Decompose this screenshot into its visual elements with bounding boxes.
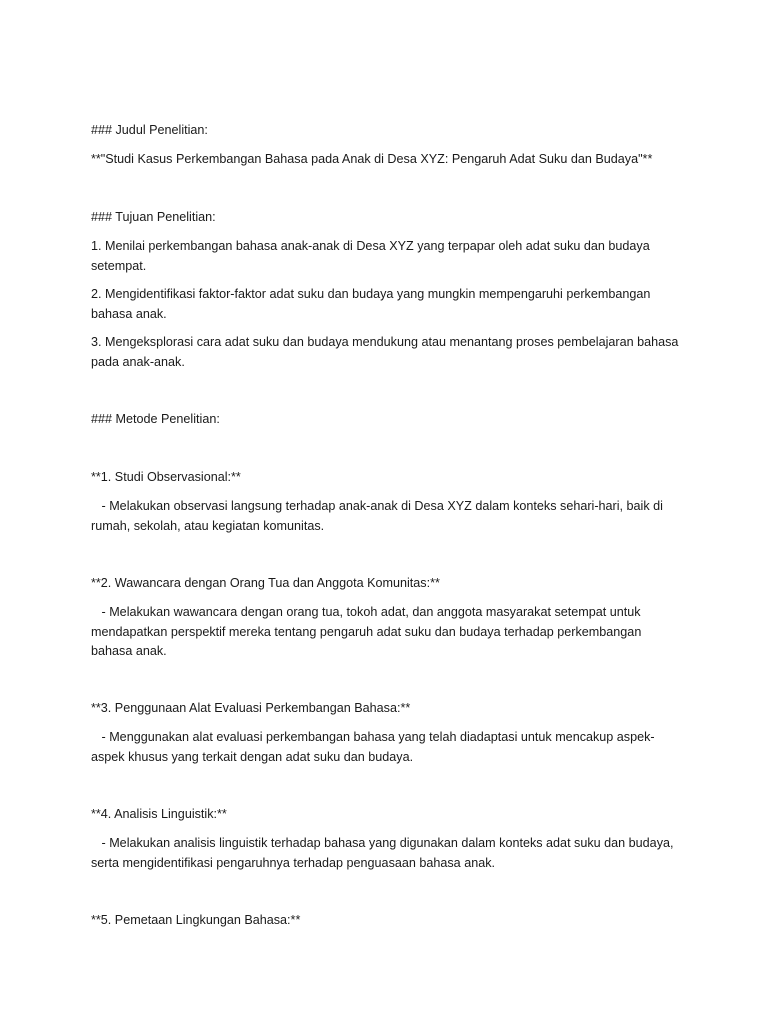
section-heading-metode: ### Metode Penelitian: [91, 412, 220, 426]
method-description-1: - Melakukan observasi langsung terhadap anak-anak di Desa XYZ dalam konteks sehari-hari, baik di rumah, sekolah, atau kegiatan komunitas. [91, 499, 667, 533]
method-description-3: - Menggunakan alat evaluasi perkembangan bahasa yang telah diadaptasi untuk mencakup aspek-aspek khusus yang terkait dengan adat suku dan budaya. [91, 730, 655, 764]
document-page [91, 0, 681, 1024]
method-heading-4: **4. Analisis Linguistik:** [91, 807, 227, 821]
objective-item-1: 1. Menilai perkembangan bahasa anak-anak di Desa XYZ yang terpapar oleh adat suku dan budaya setempat. [91, 239, 654, 273]
method-description-4: - Melakukan analisis linguistik terhadap bahasa yang digunakan dalam konteks adat suku dan budaya, serta mengidentifikasi pengaruhnya terhadap penguasaan bahasa anak. [91, 836, 677, 870]
section-heading-tujuan: ### Tujuan Penelitian: [91, 210, 216, 224]
section-heading-judul: ### Judul Penelitian: [91, 123, 208, 137]
method-description-2: - Melakukan wawancara dengan orang tua, tokoh adat, dan anggota masyarakat setempat untuk mendapatkan perspektif mereka tentang pengaruh adat suku dan budaya terhadap perkembangan bahasa anak. [91, 605, 645, 658]
objective-item-2: 2. Mengidentifikasi faktor-faktor adat suku dan budaya yang mungkin mempengaruhi perkembangan bahasa anak. [91, 287, 654, 321]
method-heading-2: **2. Wawancara dengan Orang Tua dan Anggota Komunitas:** [91, 576, 440, 590]
method-heading-1: **1. Studi Observasional:** [91, 470, 241, 484]
method-heading-5: **5. Pemetaan Lingkungan Bahasa:** [91, 913, 301, 927]
objective-item-3: 3. Mengeksplorasi cara adat suku dan budaya mendukung atau menantang proses pembelajaran bahasa pada anak-anak. [91, 335, 682, 369]
method-heading-3: **3. Penggunaan Alat Evaluasi Perkembangan Bahasa:** [91, 701, 411, 715]
research-title: **"Studi Kasus Perkembangan Bahasa pada Anak di Desa XYZ: Pengaruh Adat Suku dan Budaya"** [91, 152, 653, 166]
